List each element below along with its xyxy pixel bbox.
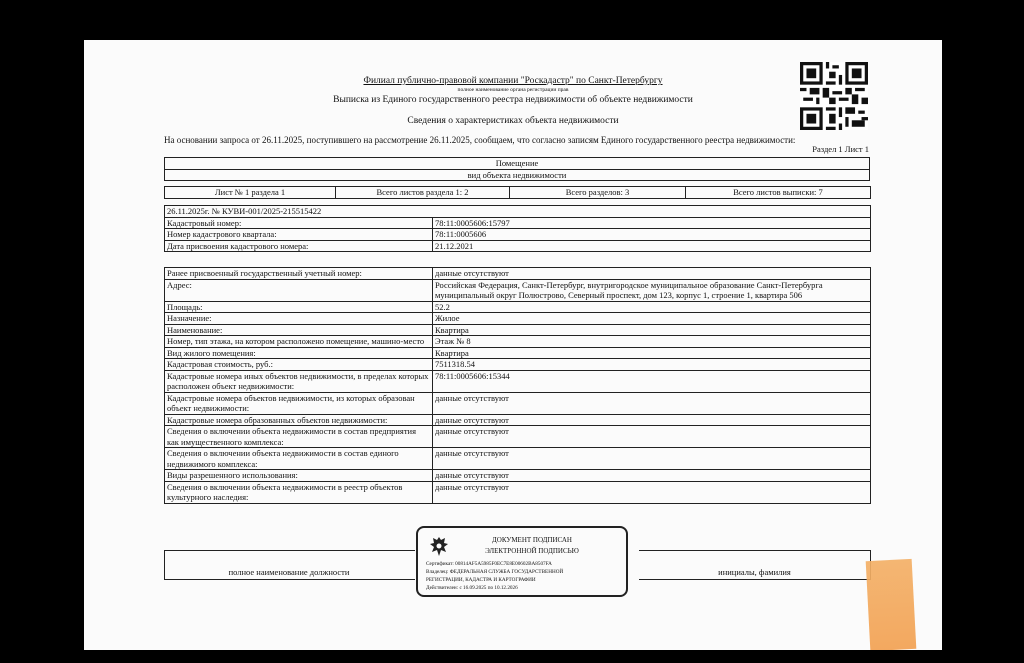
row-label: Назначение: (165, 313, 433, 325)
row-value: 7511318.54 (433, 359, 871, 371)
qr-code-icon (800, 62, 868, 130)
table-row (165, 392, 871, 414)
stamp-validity: Действителен: с 16.09.2025 по 10.12.2026 (426, 585, 518, 591)
orange-tape (866, 559, 917, 650)
row-label: Номер кадастрового квартала: (165, 229, 433, 241)
table-row (165, 414, 871, 426)
row-value: Квартира (433, 324, 871, 336)
row-value: данные отсутствуют (433, 414, 871, 426)
org-caption: полное наименование органа регистрации прав (457, 87, 569, 93)
row-value: данные отсутствуют (433, 448, 871, 470)
table-row (165, 279, 871, 301)
row-label: Сведения о включении объекта недвижимости в состав единого недвижимого комплекса: (165, 448, 433, 470)
row-value: 21.12.2021 (433, 240, 871, 252)
row-label: Вид жилого помещения: (165, 347, 433, 359)
signature-position-caption: полное наименование должности (228, 567, 350, 577)
table-row (165, 359, 871, 371)
document-subtitle: Сведения о характеристиках объекта недвижимости (407, 116, 619, 126)
signature-name-caption: инициалы, фамилия (718, 567, 791, 577)
electronic-signature-stamp (416, 526, 628, 597)
table-row (165, 347, 871, 359)
registry-table (164, 205, 871, 252)
sheets-total: Всего листов выписки: 7 (686, 187, 871, 199)
row-value: данные отсутствуют (433, 392, 871, 414)
table-row (165, 301, 871, 313)
stamp-certificate: Сертификат: 00814AF5A5985F0EC7E8E00602BA8507FA (426, 561, 552, 567)
row-label: Кадастровые номера образованных объектов недвижимости: (165, 414, 433, 426)
sheet-number: Лист № 1 раздела 1 (165, 187, 336, 199)
row-value: данные отсутствуют (433, 481, 871, 503)
row-value: Этаж № 8 (433, 336, 871, 348)
table-row (165, 426, 871, 448)
table-row (165, 229, 871, 241)
object-type: Помещение (165, 158, 870, 170)
row-label: Наименование: (165, 324, 433, 336)
stamp-owner: Владелец: ФЕДЕРАЛЬНАЯ СЛУЖБА ГОСУДАРСТВЕННОЙ (426, 569, 564, 575)
row-value: 78:11:0005606:15344 (433, 370, 871, 392)
section-label: Раздел 1 Лист 1 (812, 144, 869, 154)
row-label: Кадастровые номера иных объектов недвижимости, в пределах которых расположен объект недвижимости: (165, 370, 433, 392)
table-row (165, 470, 871, 482)
row-label: Виды разрешенного использования: (165, 470, 433, 482)
row-label: Сведения о включении объекта недвижимости в состав предприятия как имущественного комплекса: (165, 426, 433, 448)
stamp-title: ДОКУМЕНТ ПОДПИСАН (492, 536, 572, 544)
row-label: Номер, тип этажа, на котором расположено помещение, машино-место (165, 336, 433, 348)
row-label: Кадастровые номера объектов недвижимости, из которых образован объект недвижимости: (165, 392, 433, 414)
row-label: Кадастровая стоимость, руб.: (165, 359, 433, 371)
row-label: Сведения о включении объекта недвижимости в реестр объектов культурного наследия: (165, 481, 433, 503)
object-type-table (164, 157, 870, 181)
table-row (165, 481, 871, 503)
row-label: Кадастровый номер: (165, 217, 433, 229)
org-name: Филиал публично-правовой компании "Роскадастр" по Санкт-Петербургу (363, 76, 663, 86)
table-row (165, 324, 871, 336)
row-value: данные отсутствуют (433, 426, 871, 448)
document-page (84, 40, 942, 650)
row-value: Жилое (433, 313, 871, 325)
table-row (165, 217, 871, 229)
row-value: 78:11:0005606 (433, 229, 871, 241)
row-value: Российская Федерация, Санкт-Петербург, внутригородское муниципальное образование Санкт-Петербурга муниципальный округ Полюстрово, Северный проспект, дом 123, корпус 1, строение 1, квартира 506 (433, 279, 871, 301)
document-title: Выписка из Единого государственного реестра недвижимости об объекте недвижимости (333, 95, 693, 105)
row-label: Дата присвоения кадастрового номера: (165, 240, 433, 252)
sheets-table (164, 186, 871, 199)
table-row (165, 313, 871, 325)
table-row (165, 370, 871, 392)
row-value: данные отсутствуют (433, 470, 871, 482)
sheets-in-section: Всего листов раздела 1: 2 (336, 187, 510, 199)
request-number: 26.11.2025г. № КУВИ-001/2025-215515422 (165, 206, 871, 218)
table-row (165, 336, 871, 348)
row-value: данные отсутствуют (433, 268, 871, 280)
stamp-owner-cont: РЕГИСТРАЦИИ, КАДАСТРА И КАРТОГРАФИИ (426, 577, 536, 583)
row-label: Адрес: (165, 279, 433, 301)
sections-total: Всего разделов: 3 (510, 187, 686, 199)
basis-text: На основании запроса от 26.11.2025, поступившего на рассмотрение 26.11.2025, сообщаем, что согласно записям Единого государственного реестра недвижимости: (164, 135, 796, 145)
table-row (165, 240, 871, 252)
table-row (165, 448, 871, 470)
row-value: Квартира (433, 347, 871, 359)
object-type-caption: вид объекта недвижимости (165, 169, 870, 181)
row-value: 78:11:0005606:15797 (433, 217, 871, 229)
row-label: Ранее присвоенный государственный учетный номер: (165, 268, 433, 280)
stamp-subtitle: ЭЛЕКТРОННОЙ ПОДПИСЬЮ (485, 547, 579, 555)
table-row (165, 268, 871, 280)
row-value: 52.2 (433, 301, 871, 313)
row-label: Площадь: (165, 301, 433, 313)
details-table (164, 267, 871, 504)
